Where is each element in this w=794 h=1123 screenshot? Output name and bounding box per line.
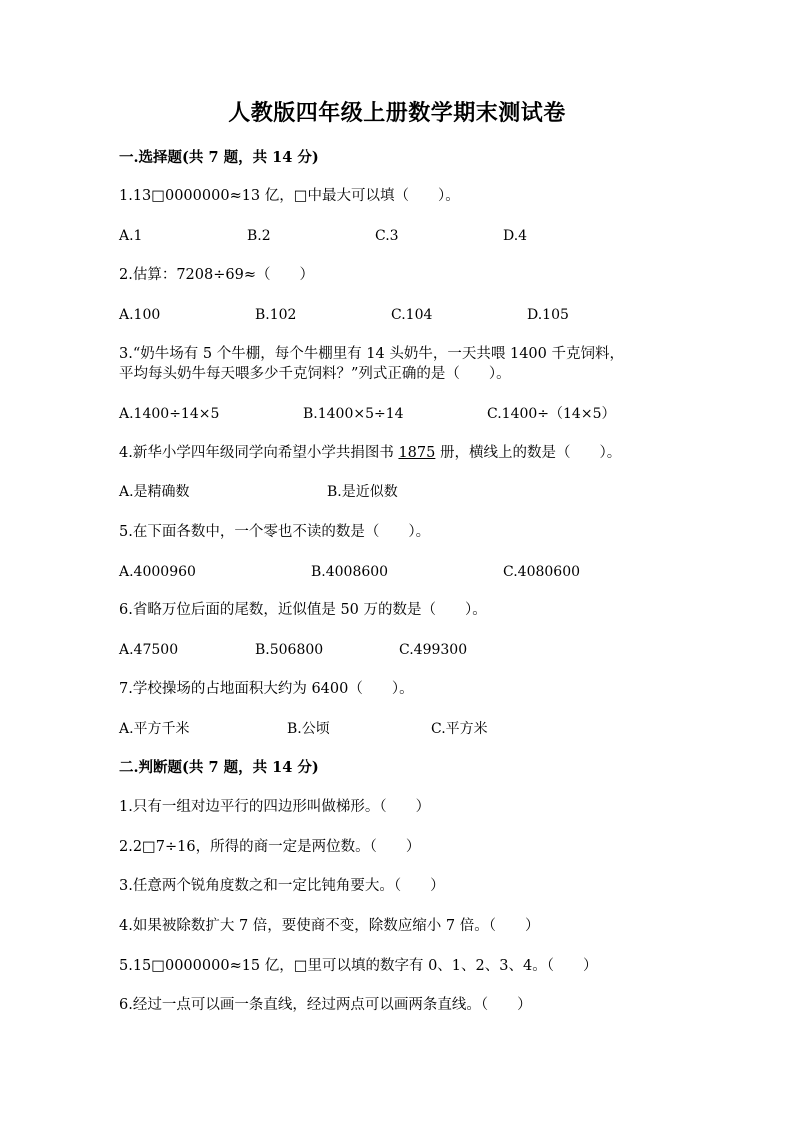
option-b: B.4008600: [311, 564, 389, 580]
question-text-line1: 3.“奶牛场有 5 个牛棚，每个牛棚里有 14 头奶牛，一天共喂 1400 千克饲料，: [119, 346, 624, 362]
question-text: 4.如果被除数扩大 7 倍，要使商不变，除数应缩小 7 倍。（ ）: [119, 918, 540, 934]
option-a: A.47500: [119, 642, 179, 658]
question-text: 6.省略万位后面的尾数，近似值是 50 万的数是（ ）。: [119, 602, 487, 618]
option-a: A.是精确数: [119, 484, 190, 500]
question-text: 1.13□0000000≈13 亿，□中最大可以填（ ）。: [119, 188, 460, 204]
option-c: C.平方米: [431, 721, 488, 737]
section-header-multiple-choice: 一.选择题(共 7 题，共 14 分): [119, 149, 319, 166]
question-text-after: 册，横线上的数是（ ）。: [435, 445, 622, 461]
option-a: A.1400÷14×5: [119, 406, 220, 422]
underlined-number: 1875: [398, 445, 436, 461]
question-text: 2.2□7÷16，所得的商一定是两位数。（ ）: [119, 839, 421, 855]
option-b: B.2: [247, 228, 271, 244]
option-a: A.平方千米: [119, 721, 190, 737]
option-c: C.4080600: [503, 564, 581, 580]
question-text: 2.估算：7208÷69≈（ ）: [119, 267, 314, 283]
option-d: D.105: [527, 307, 569, 323]
question-text: 5.在下面各数中，一个零也不读的数是（ ）。: [119, 524, 431, 540]
question-text: 7.学校操场的占地面积大约为 6400（ ）。: [119, 681, 414, 697]
option-a: A.1: [119, 228, 143, 244]
option-b: B.1400×5÷14: [303, 406, 404, 422]
section-header-true-false: 二.判断题(共 7 题，共 14 分): [119, 759, 319, 776]
option-c: C.3: [375, 228, 399, 244]
option-c: C.104: [391, 307, 433, 323]
option-b: B.是近似数: [327, 484, 398, 500]
question-text: [119, 443, 621, 463]
option-c: C.1400÷（14×5）: [487, 406, 616, 422]
question-text-before: 4.新华小学四年级同学向希望小学共捐图书: [119, 445, 399, 461]
option-b: B.506800: [255, 642, 324, 658]
question-text: 1.只有一组对边平行的四边形叫做梯形。（ ）: [119, 799, 431, 815]
option-b: B.102: [255, 307, 297, 323]
option-a: A.100: [119, 307, 161, 323]
question-text: 6.经过一点可以画一条直线，经过两点可以画两条直线。（ ）: [119, 997, 532, 1013]
question-text: 3.任意两个锐角度数之和一定比钝角要大。（ ）: [119, 878, 445, 894]
option-c: C.499300: [399, 642, 468, 658]
question-text: 5.15□0000000≈15 亿，□里可以填的数字有 0、1、2、3、4。（ ）: [119, 958, 598, 974]
page-title: 人教版四年级上册数学期末测试卷: [228, 100, 566, 126]
option-b: B.公顷: [287, 721, 330, 737]
question-text-line2: 平均每头奶牛每天喂多少千克饲料？”列式正确的是（ ）。: [119, 366, 511, 382]
option-a: A.4000960: [119, 564, 196, 580]
option-d: D.4: [503, 228, 528, 244]
